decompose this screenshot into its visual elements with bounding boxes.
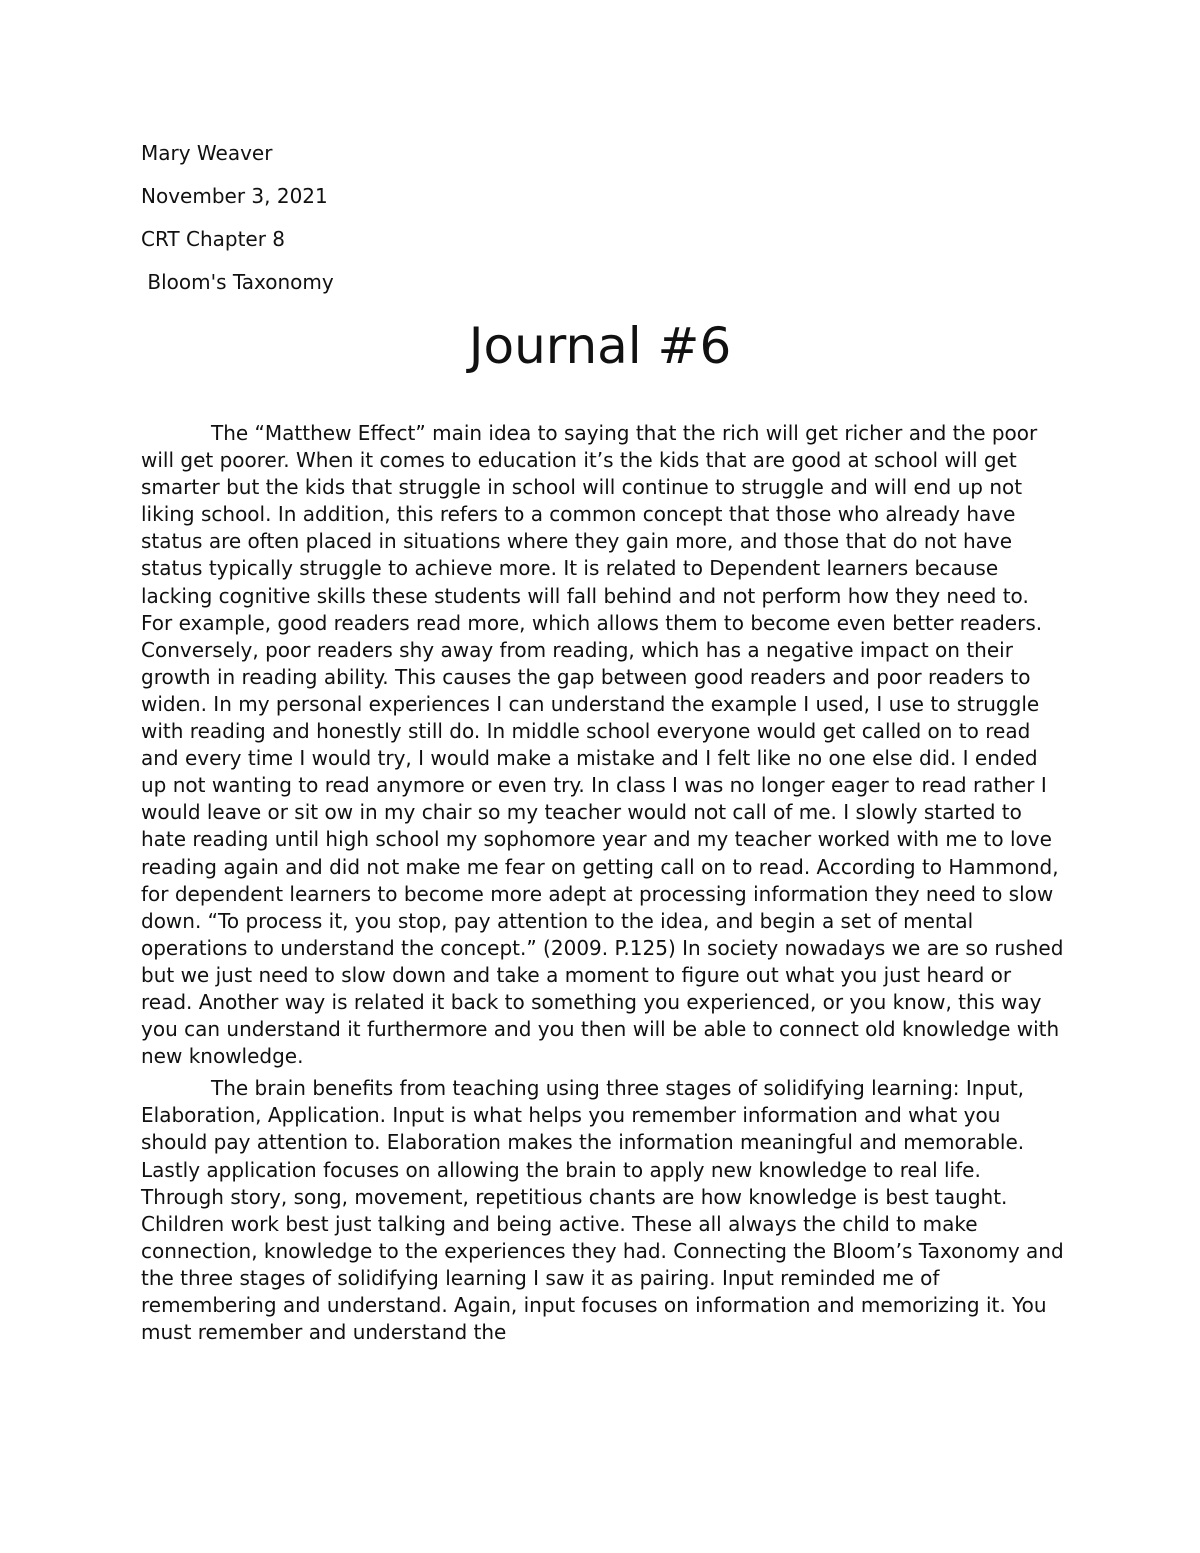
course-chapter: CRT Chapter 8: [141, 227, 286, 251]
paragraph-solidifying-learning: The brain benefits from teaching using three stages of solidifying learning: Input, Elaboration, Application. Input is what helps you remember information and what you should pay attention to. Elaboration makes the information meaningful and memorable. Lastly application focuses on allowing the brain to apply new knowledge to real life. Through story, song, movement, repetitious chants are how knowledge is best taught. Children work best just talking and being active. These all always the child to make connection, knowledge to the experiences they had. Connecting the Bloom’s Taxonomy and the three stages of solidifying learning I saw it as pairing. Input reminded me of remembering and understand. Again, input focuses on information and memorizing it. You must remember and understand the: [141, 1076, 1064, 1345]
paragraph-matthew-effect: The “Matthew Effect” main idea to saying that the rich will get richer and the poor will get poorer. When it comes to education it’s the kids that are good at school will get smarter but the kids that struggle in school will continue to struggle and will end up not liking school. In addition, this refers to a common concept that those who already have status are often placed in situations where they gain more, and those that do not have status typically struggle to achieve more. It is related to Dependent learners because lacking cognitive skills these students will fall behind and not perform how they need to. For example, good readers read more, which allows them to become even better readers. Conversely, poor readers shy away from reading, which has a negative impact on their growth in reading ability. This causes the gap between good readers and poor readers to widen. In my personal experiences I can understand the example I used, I use to struggle with reading and honestly still do. In middle school everyone would get called on to read and every time I would try, I would make a mistake and I felt like no one else did. I ended up not wanting to read anymore or even try. In class I was no longer eager to read rather I would leave or sit ow in my chair so my teacher would not call of me. I slowly started to hate reading until high school my sophomore year and my teacher worked with me to love reading again and did not make me fear on getting call on to read. According to Hammond, for dependent learners to become more adept at processing information they need to slow down. “To process it, you stop, pay attention to the idea, and begin a set of mental operations to understand the concept.” (2009. P.125) In society nowadays we are so rushed but we just need to slow down and take a moment to figure out what you just heard or read. Another way is related it back to something you experienced, or you know, this way you can understand it furthermore and you then will be able to connect old knowledge with new knowledge.: [141, 421, 1064, 1069]
page-title: Journal #6: [468, 317, 732, 375]
author-name: Mary Weaver: [141, 141, 273, 165]
topic-line: Bloom's Taxonomy: [141, 270, 334, 294]
journal-body: [141, 420, 1065, 1346]
document-date: November 3, 2021: [141, 184, 328, 208]
